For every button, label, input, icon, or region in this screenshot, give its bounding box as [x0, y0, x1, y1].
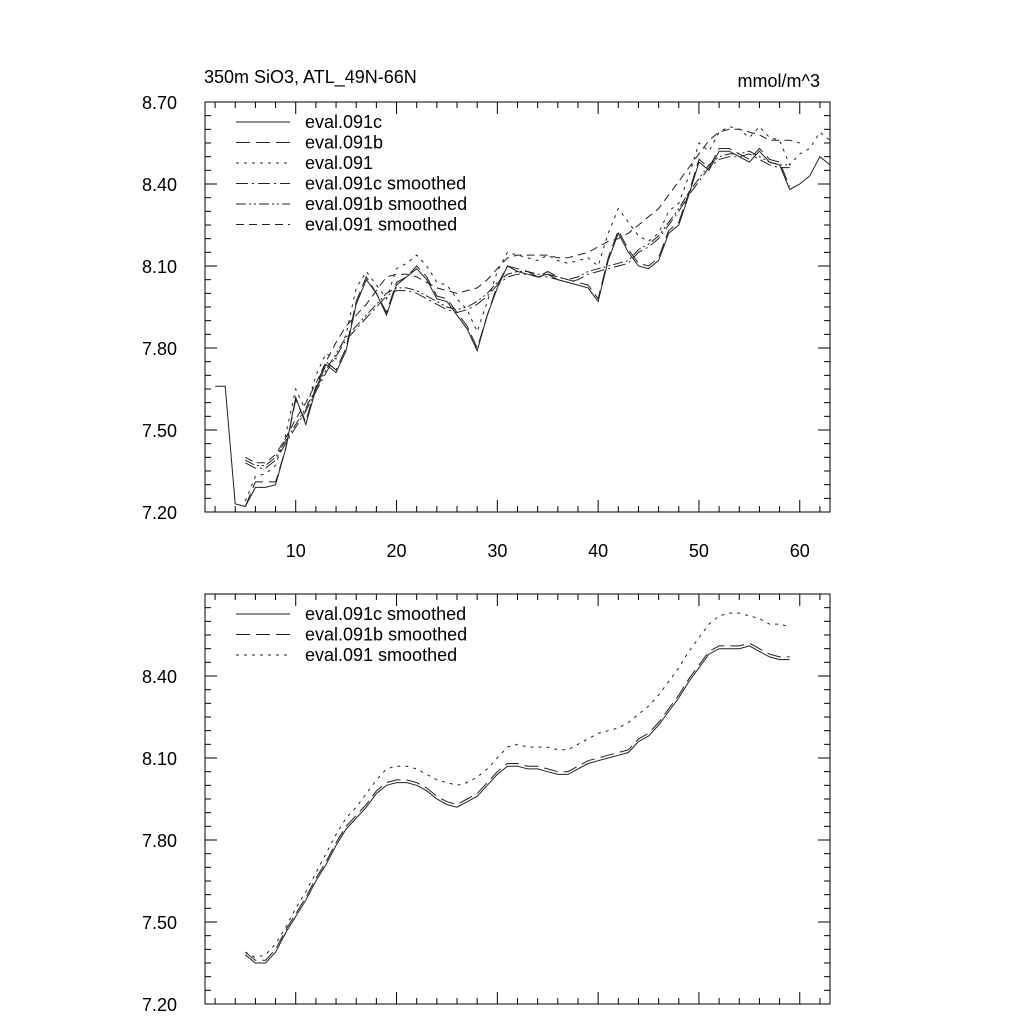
legend-label: eval.091: [305, 153, 374, 173]
x-tick-label: 10: [285, 541, 306, 561]
x-tick-label: 30: [487, 541, 508, 561]
legend-label: eval.091 smoothed: [305, 214, 458, 235]
y-tick-label: 8.10: [141, 749, 177, 769]
legend-label: eval.091b: [305, 132, 384, 153]
x-tick-label: 60: [789, 541, 810, 561]
y-tick-label: 7.20: [141, 503, 177, 523]
x-tick-label: 40: [588, 541, 609, 561]
y-tick-label: 7.20: [141, 995, 177, 1015]
y-tick-label: 7.50: [141, 421, 177, 441]
legend-label: eval.091c: [305, 112, 383, 132]
legend-label: eval.091 smoothed: [305, 645, 458, 665]
legend-label: eval.091b smoothed: [305, 194, 468, 214]
legend-label: eval.091c smoothed: [305, 173, 467, 194]
y-tick-label: 8.70: [141, 93, 177, 113]
y-tick-label: 7.80: [141, 339, 177, 359]
chart-title: 350m SiO3, ATL_49N-66N: [204, 67, 417, 87]
legend-label: eval.091c smoothed: [305, 604, 467, 624]
legend-label: eval.091b smoothed: [305, 624, 468, 645]
y-tick-label: 8.40: [141, 667, 177, 687]
y-tick-label: 8.40: [141, 175, 177, 195]
x-tick-label: 20: [386, 541, 407, 561]
y-tick-label: 8.10: [141, 257, 177, 277]
x-tick-label: 50: [688, 541, 709, 561]
y-tick-label: 7.80: [141, 831, 177, 851]
units-label: mmol/m^3: [737, 71, 820, 91]
y-tick-label: 7.50: [141, 913, 177, 933]
